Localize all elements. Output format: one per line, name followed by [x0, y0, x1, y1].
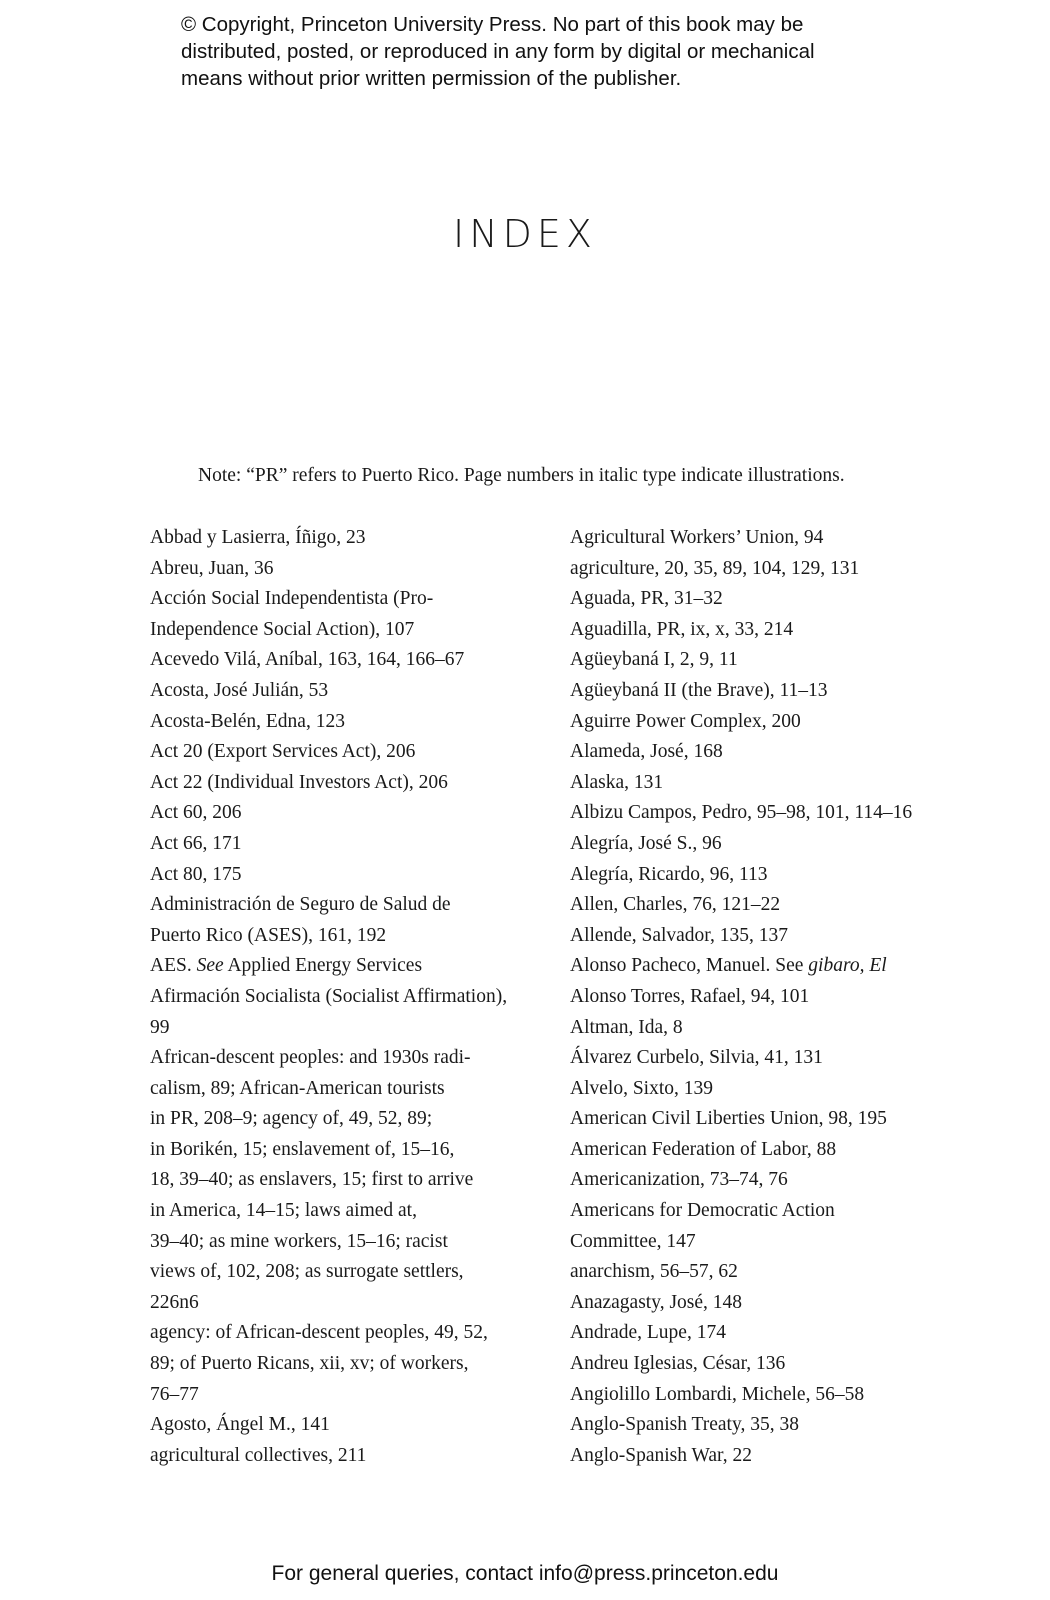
index-entry-line: Andreu Iglesias, César, 136 — [570, 1353, 786, 1375]
index-entry — [150, 982, 542, 1043]
index-entry-line: Aguada, PR, 31–32 — [570, 588, 723, 610]
index-entry-line: Angiolillo Lombardi, Michele, 56–58 — [570, 1383, 865, 1405]
index-entry — [150, 1410, 542, 1441]
index-entry-line: Agricultural Workers’ Union, 94 — [570, 527, 824, 548]
index-entry — [570, 921, 950, 952]
copyright-line: means without prior written permission of the publisher. — [181, 67, 682, 90]
index-entry-line: 76–77 — [150, 1383, 199, 1405]
index-entry-line: Aguadilla, PR, ix, x, 33, 214 — [570, 618, 794, 640]
index-entry — [150, 645, 542, 676]
index-entry — [150, 737, 542, 768]
index-entry — [150, 676, 542, 707]
index-entry — [570, 798, 950, 829]
index-entry-line: Acevedo Vilá, Aníbal, 163, 164, 166–67 — [150, 649, 465, 671]
index-entry — [150, 1043, 542, 1318]
index-entry — [570, 768, 950, 799]
footer-contact: For general queries, contact info@press.princeton.edu — [271, 1562, 779, 1585]
index-entry-line: Altman, Ida, 8 — [570, 1016, 683, 1038]
index-entry-line: Act 60, 206 — [150, 802, 242, 824]
index-entry-line: in Borikén, 15; enslavement of, 15–16, — [150, 1138, 455, 1160]
copyright-line: © Copyright, Princeton University Press. No part of this book may be — [181, 13, 804, 36]
index-entry-line: Committee, 147 — [570, 1230, 696, 1252]
index-entry — [570, 1410, 950, 1441]
index-entry-line: views of, 102, 208; as surrogate settlers, — [150, 1261, 464, 1283]
index-entry-line: Alegría, Ricardo, 96, 113 — [570, 863, 768, 885]
index-entry — [570, 829, 950, 860]
index-note: Note: “PR” refers to Puerto Rico. Page numbers in italic type indicate illustrations. — [198, 465, 845, 486]
index-entry — [570, 707, 950, 738]
index-entry — [150, 798, 542, 829]
index-entry — [570, 1318, 950, 1349]
index-entry-line: African-descent peoples: and 1930s radi- — [150, 1047, 471, 1069]
index-entry — [570, 1135, 950, 1166]
index-entry-line: Alaska, 131 — [570, 771, 664, 793]
index-entry — [570, 982, 950, 1013]
index-entry-line: in PR, 208–9; agency of, 49, 52, 89; — [150, 1108, 433, 1130]
index-entry-line: Agosto, Ángel M., 141 — [150, 1414, 330, 1436]
index-entry-line: Abreu, Juan, 36 — [150, 557, 274, 579]
index-entry-line: Afirmación Socialista (Socialist Affirmation), — [150, 985, 508, 1007]
index-entry-line: Independence Social Action), 107 — [150, 618, 415, 640]
index-entry-line: 99 — [150, 1016, 170, 1038]
index-entry-line: Andrade, Lupe, 174 — [570, 1322, 726, 1344]
index-entry — [570, 1196, 950, 1257]
index-entry — [570, 1288, 950, 1319]
index-entry-line: Act 22 (Individual Investors Act), 206 — [150, 771, 448, 793]
index-entry — [570, 860, 950, 891]
index-entry — [570, 1380, 950, 1411]
index-entry-line: 39–40; as mine workers, 15–16; racist — [150, 1230, 448, 1252]
index-entry — [570, 737, 950, 768]
copyright-line: distributed, posted, or reproduced in any form by digital or mechanical — [181, 40, 815, 63]
index-entry-line: Alonso Pacheco, Manuel. See gibaro, El — [570, 955, 887, 977]
page-title: INDEX — [453, 212, 597, 256]
index-entry — [570, 890, 950, 921]
index-entry — [150, 951, 542, 982]
index-entry — [150, 860, 542, 891]
index-entry — [150, 890, 542, 951]
index-entry-line: Aguirre Power Complex, 200 — [570, 710, 801, 732]
index-entry-line: Acosta-Belén, Edna, 123 — [150, 710, 345, 732]
index-entry — [570, 554, 950, 585]
index-entry-line: 226n6 — [150, 1291, 199, 1313]
index-column-left — [150, 523, 542, 1471]
index-entry-line: American Civil Liberties Union, 98, 195 — [570, 1108, 887, 1130]
index-entry — [150, 554, 542, 585]
index-entry — [150, 707, 542, 738]
index-entry-line: Acción Social Independentista (Pro- — [150, 588, 434, 610]
index-entry-line: Act 66, 171 — [150, 832, 242, 854]
index-entry-line: Agüeybaná I, 2, 9, 11 — [570, 649, 738, 671]
index-entry-line: anarchism, 56–57, 62 — [570, 1261, 738, 1283]
index-entry — [150, 768, 542, 799]
index-entry-line: calism, 89; African-American tourists — [150, 1077, 445, 1099]
index-entry-line: Act 20 (Export Services Act), 206 — [150, 741, 416, 763]
index-entry-line: Alonso Torres, Rafael, 94, 101 — [570, 985, 810, 1007]
index-entry — [570, 1074, 950, 1105]
index-entry — [570, 1104, 950, 1135]
index-entry — [570, 1013, 950, 1044]
index-column-right — [570, 523, 950, 1471]
index-entry — [570, 615, 950, 646]
index-entry-line: Anglo-Spanish Treaty, 35, 38 — [570, 1414, 799, 1436]
index-entry-line: Anglo-Spanish War, 22 — [570, 1444, 752, 1466]
index-entry-line: Puerto Rico (ASES), 161, 192 — [150, 924, 387, 946]
index-entry-line: Alegría, José S., 96 — [570, 832, 722, 854]
index-entry-line: Allende, Salvador, 135, 137 — [570, 924, 789, 946]
index-entry — [150, 584, 542, 645]
index-entry — [570, 1257, 950, 1288]
index-entry-line: Act 80, 175 — [150, 863, 242, 885]
index-entry-line: in America, 14–15; laws aimed at, — [150, 1200, 417, 1222]
index-entry — [150, 1441, 542, 1472]
index-entry-line: agriculture, 20, 35, 89, 104, 129, 131 — [570, 557, 860, 579]
index-entry — [150, 829, 542, 860]
index-entry — [150, 523, 542, 554]
index-entry-line: Americans for Democratic Action — [570, 1200, 835, 1222]
index-entry — [570, 645, 950, 676]
index-entry — [570, 584, 950, 615]
index-entry-line: Alvelo, Sixto, 139 — [570, 1077, 714, 1099]
index-entry-line: Agüeybaná II (the Brave), 11–13 — [570, 679, 828, 701]
index-entry-line: Abbad y Lasierra, Íñigo, 23 — [150, 527, 366, 548]
index-entry-line: Alameda, José, 168 — [570, 741, 723, 763]
index-entry — [570, 676, 950, 707]
index-entry — [570, 1043, 950, 1074]
index-entry — [570, 523, 950, 554]
index-entry-line: Albizu Campos, Pedro, 95–98, 101, 114–16 — [570, 802, 913, 824]
index-entry-line: AES. See Applied Energy Services — [150, 955, 423, 977]
index-entry-line: Allen, Charles, 76, 121–22 — [570, 894, 781, 916]
index-entry-line: agency: of African-descent peoples, 49, 52, — [150, 1322, 488, 1344]
index-entry-line: Administración de Seguro de Salud de — [150, 894, 451, 916]
index-entry — [150, 1318, 542, 1410]
index-entry-line: Americanization, 73–74, 76 — [570, 1169, 788, 1191]
index-entry — [570, 1165, 950, 1196]
index-entry — [570, 1441, 950, 1472]
index-entry-line: Álvarez Curbelo, Silvia, 41, 131 — [570, 1047, 823, 1069]
copyright-notice — [181, 11, 901, 92]
index-entry-line: 89; of Puerto Ricans, xii, xv; of workers, — [150, 1353, 469, 1375]
index-entry-line: Anazagasty, José, 148 — [570, 1291, 743, 1313]
index-entry — [570, 1349, 950, 1380]
index-entry-line: Acosta, José Julián, 53 — [150, 679, 329, 701]
index-entry — [570, 951, 950, 982]
index-entry-line: American Federation of Labor, 88 — [570, 1138, 837, 1160]
index-entry-line: 18, 39–40; as enslavers, 15; first to arrive — [150, 1169, 474, 1191]
index-entry-line: agricultural collectives, 211 — [150, 1444, 367, 1466]
